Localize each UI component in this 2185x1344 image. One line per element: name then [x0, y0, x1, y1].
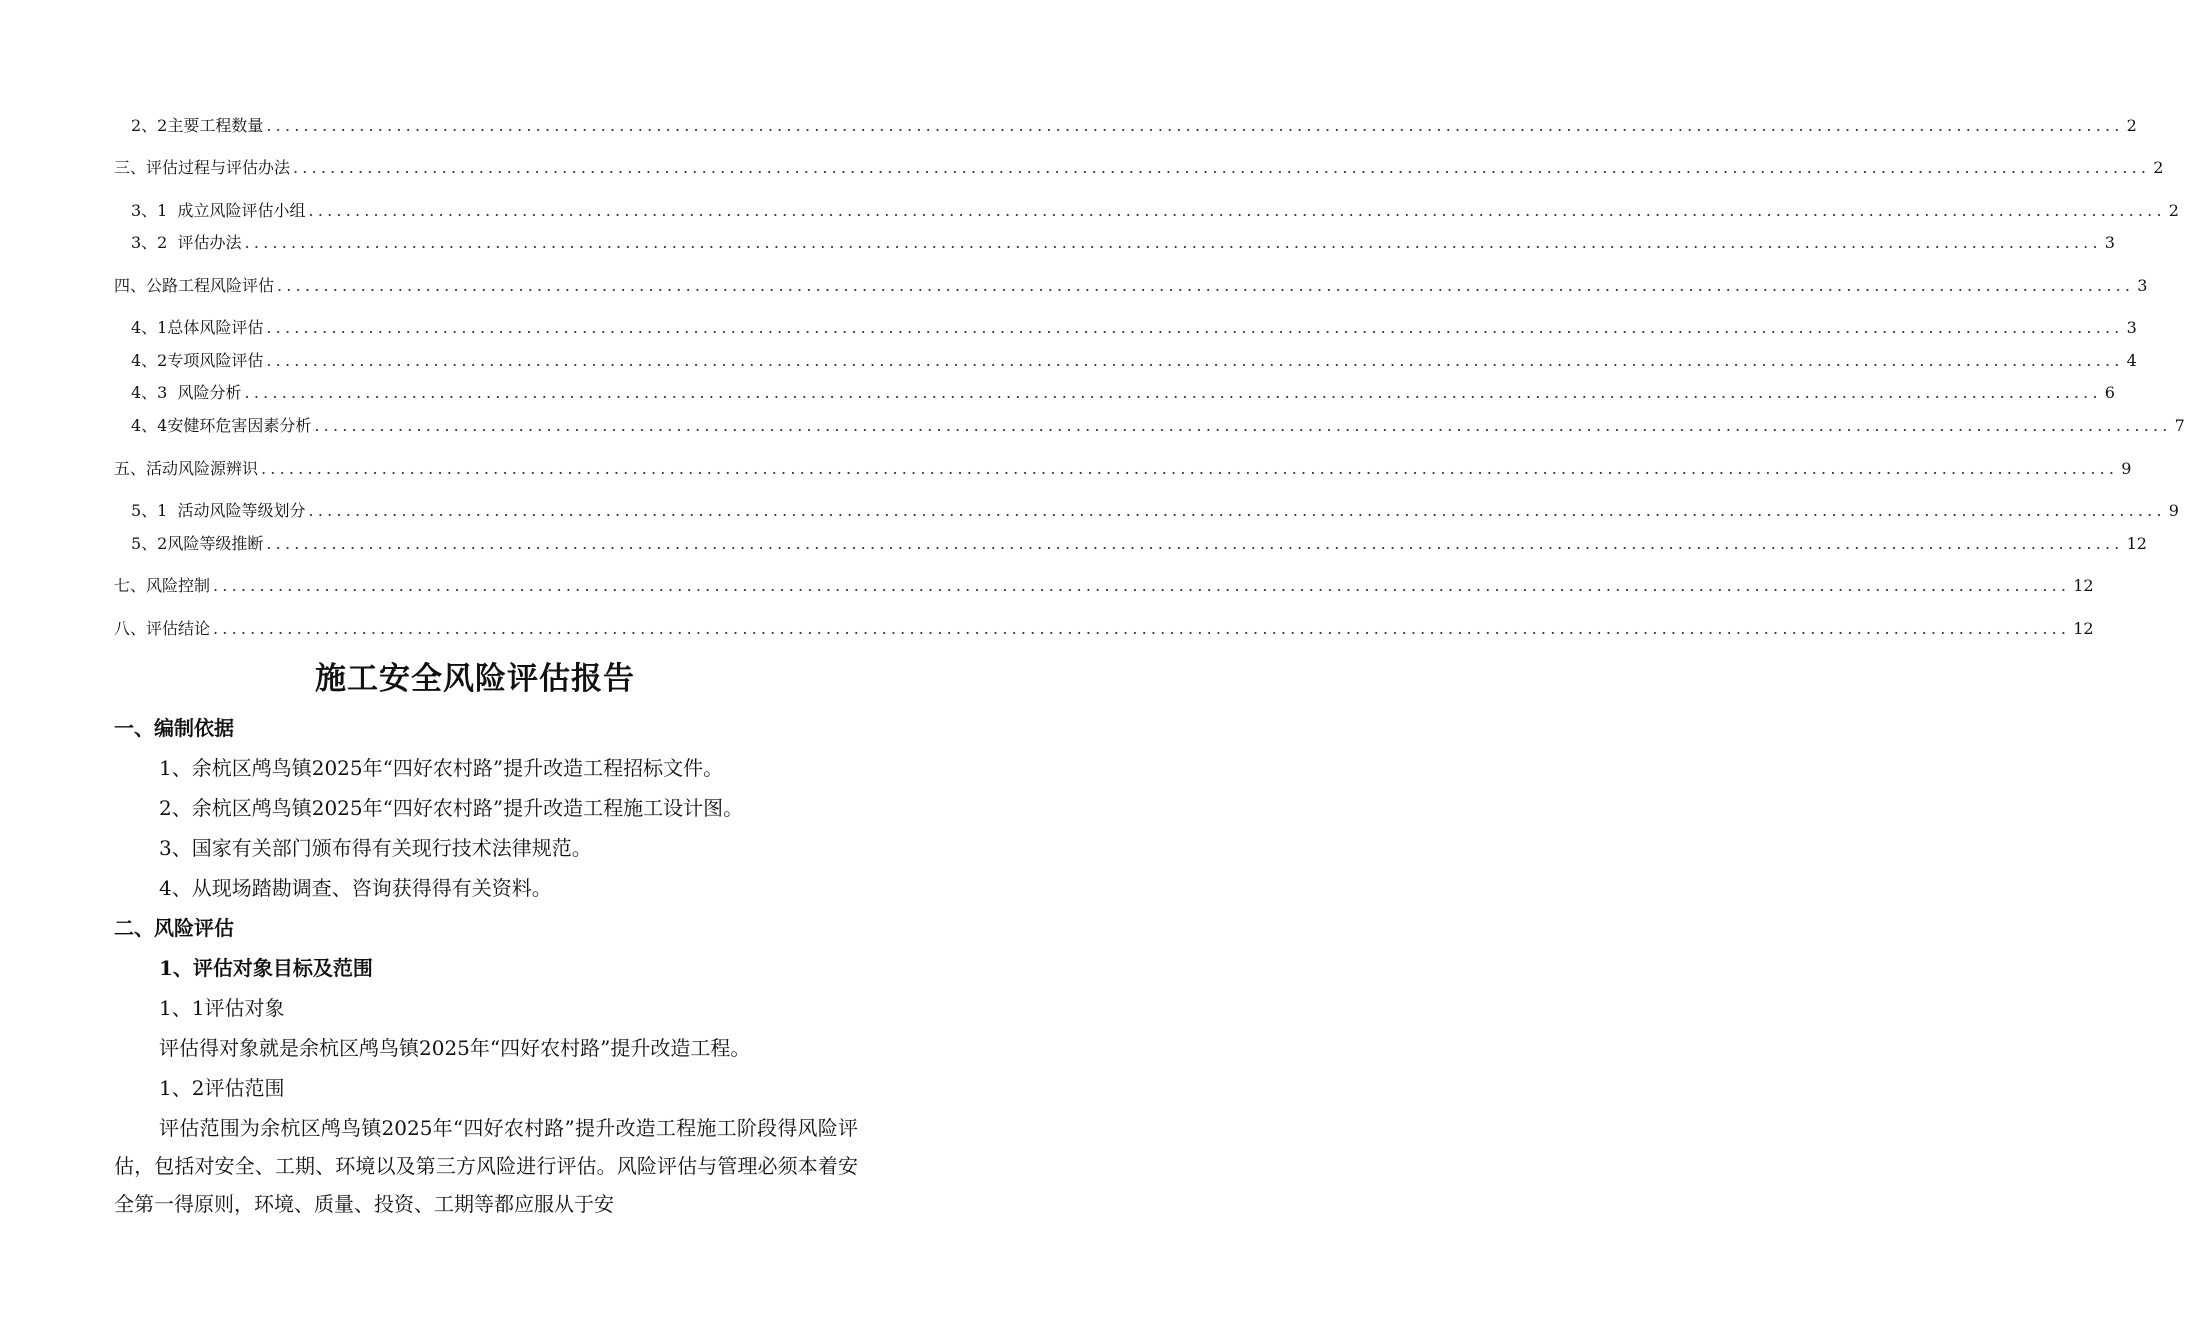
- toc-entry-label: 4、1总体风险评估: [131, 318, 264, 337]
- toc-dot-leader: ........................................................................................................................................................................................................: [213, 619, 2071, 638]
- toc-entry[interactable]: [131, 533, 2147, 555]
- toc-entry-label: 八、评估结论: [114, 619, 211, 638]
- section-heading-basis: 一、编制依据: [114, 716, 234, 740]
- toc-entry-label: 5、2风险等级推断: [131, 534, 264, 553]
- toc-entry-label: 4、3 风险分析: [131, 383, 242, 402]
- toc-entry[interactable]: [114, 575, 2094, 597]
- object-paragraph: 评估得对象就是余杭区鸬鸟镇2025年“四好农村路”提升改造工程。: [159, 1036, 751, 1060]
- toc-entry[interactable]: [131, 317, 2137, 339]
- toc-dot-leader: ........................................................................................................................................................................................................: [266, 534, 2124, 553]
- toc-entry-label: 七、风险控制: [114, 576, 211, 595]
- toc-entry-page-number: 12: [2126, 534, 2147, 553]
- toc-dot-leader: ........................................................................................................................................................................................................: [314, 416, 2172, 435]
- toc-dot-leader: ........................................................................................................................................................................................................: [293, 158, 2151, 177]
- basis-item: 1、余杭区鸬鸟镇2025年“四好农村路”提升改造工程招标文件。: [159, 756, 724, 780]
- document-title: 施工安全风险评估报告: [315, 661, 635, 697]
- toc-entry-page-number: 2: [2126, 116, 2137, 135]
- subsection-heading-object: 1、1评估对象: [159, 996, 285, 1020]
- basis-item: 2、余杭区鸬鸟镇2025年“四好农村路”提升改造工程施工设计图。: [159, 796, 744, 820]
- toc-entry-page-number: 12: [2073, 619, 2094, 638]
- toc-entry-label: 3、2 评估办法: [131, 233, 242, 252]
- toc-entry[interactable]: [114, 458, 2132, 480]
- toc-entry[interactable]: [131, 200, 2179, 222]
- toc-dot-leader: ........................................................................................................................................................................................................: [266, 351, 2124, 370]
- toc-dot-leader: ........................................................................................................................................................................................................: [266, 318, 2124, 337]
- toc-dot-leader: ........................................................................................................................................................................................................: [244, 233, 2102, 252]
- basis-item: 3、国家有关部门颁布得有关现行技术法律规范。: [159, 836, 592, 860]
- toc-dot-leader: ........................................................................................................................................................................................................: [261, 459, 2119, 478]
- toc-entry[interactable]: [131, 382, 2115, 404]
- toc-entry[interactable]: [131, 232, 2115, 254]
- toc-entry[interactable]: [131, 415, 2185, 437]
- toc-entry-label: 4、2专项风险评估: [131, 351, 264, 370]
- toc-entry-page-number: 6: [2104, 383, 2115, 402]
- toc-entry-label: 五、活动风险源辨识: [114, 459, 259, 478]
- toc-entry-page-number: 12: [2073, 576, 2094, 595]
- toc-entry-page-number: 2: [2153, 158, 2164, 177]
- toc-entry-page-number: 9: [2168, 501, 2179, 520]
- toc-entry[interactable]: [131, 350, 2137, 372]
- toc-dot-leader: ........................................................................................................................................................................................................: [213, 576, 2071, 595]
- toc-entry-page-number: 4: [2126, 351, 2137, 370]
- toc-entry[interactable]: [131, 115, 2137, 137]
- toc-dot-leader: ........................................................................................................................................................................................................: [308, 501, 2166, 520]
- toc-entry-page-number: 3: [2104, 233, 2115, 252]
- toc-entry-label: 四、公路工程风险评估: [114, 276, 275, 295]
- toc-entry[interactable]: [131, 500, 2179, 522]
- toc-entry-label: 三、评估过程与评估办法: [114, 158, 291, 177]
- toc-entry-page-number: 3: [2137, 276, 2148, 295]
- toc-dot-leader: ........................................................................................................................................................................................................: [266, 116, 2124, 135]
- toc-entry-label: 4、4安健环危害因素分析: [131, 416, 312, 435]
- toc-dot-leader: ........................................................................................................................................................................................................: [277, 276, 2135, 295]
- toc-entry-page-number: 9: [2121, 459, 2132, 478]
- toc-entry-page-number: 2: [2168, 201, 2179, 220]
- toc-entry-page-number: 7: [2174, 416, 2185, 435]
- toc-entry[interactable]: [114, 275, 2148, 297]
- toc-entry[interactable]: [114, 618, 2094, 640]
- subsection-heading-target-scope: 1、评估对象目标及范围: [159, 956, 373, 980]
- toc-entry-page-number: 3: [2126, 318, 2137, 337]
- toc-entry-label: 2、2主要工程数量: [131, 116, 264, 135]
- subsection-heading-scope: 1、2评估范围: [159, 1076, 285, 1100]
- toc-entry-label: 3、1 成立风险评估小组: [131, 201, 306, 220]
- toc-dot-leader: ........................................................................................................................................................................................................: [308, 201, 2166, 220]
- toc-entry-label: 5、1 活动风险等级划分: [131, 501, 306, 520]
- basis-item: 4、从现场踏勘调查、咨询获得得有关资料。: [159, 876, 552, 900]
- section-heading-risk-assessment: 二、风险评估: [114, 916, 234, 940]
- toc-entry[interactable]: [114, 157, 2164, 179]
- scope-paragraph: 评估范围为余杭区鸬鸟镇2025年“四好农村路”提升改造工程施工阶段得风险评估，包括对安全、工期、环境以及第三方风险进行评估。风险评估与管理必须本着安全第一得原则，环境、质量、投资、工期等都应服从于安: [114, 1116, 858, 1216]
- toc-dot-leader: ........................................................................................................................................................................................................: [244, 383, 2102, 402]
